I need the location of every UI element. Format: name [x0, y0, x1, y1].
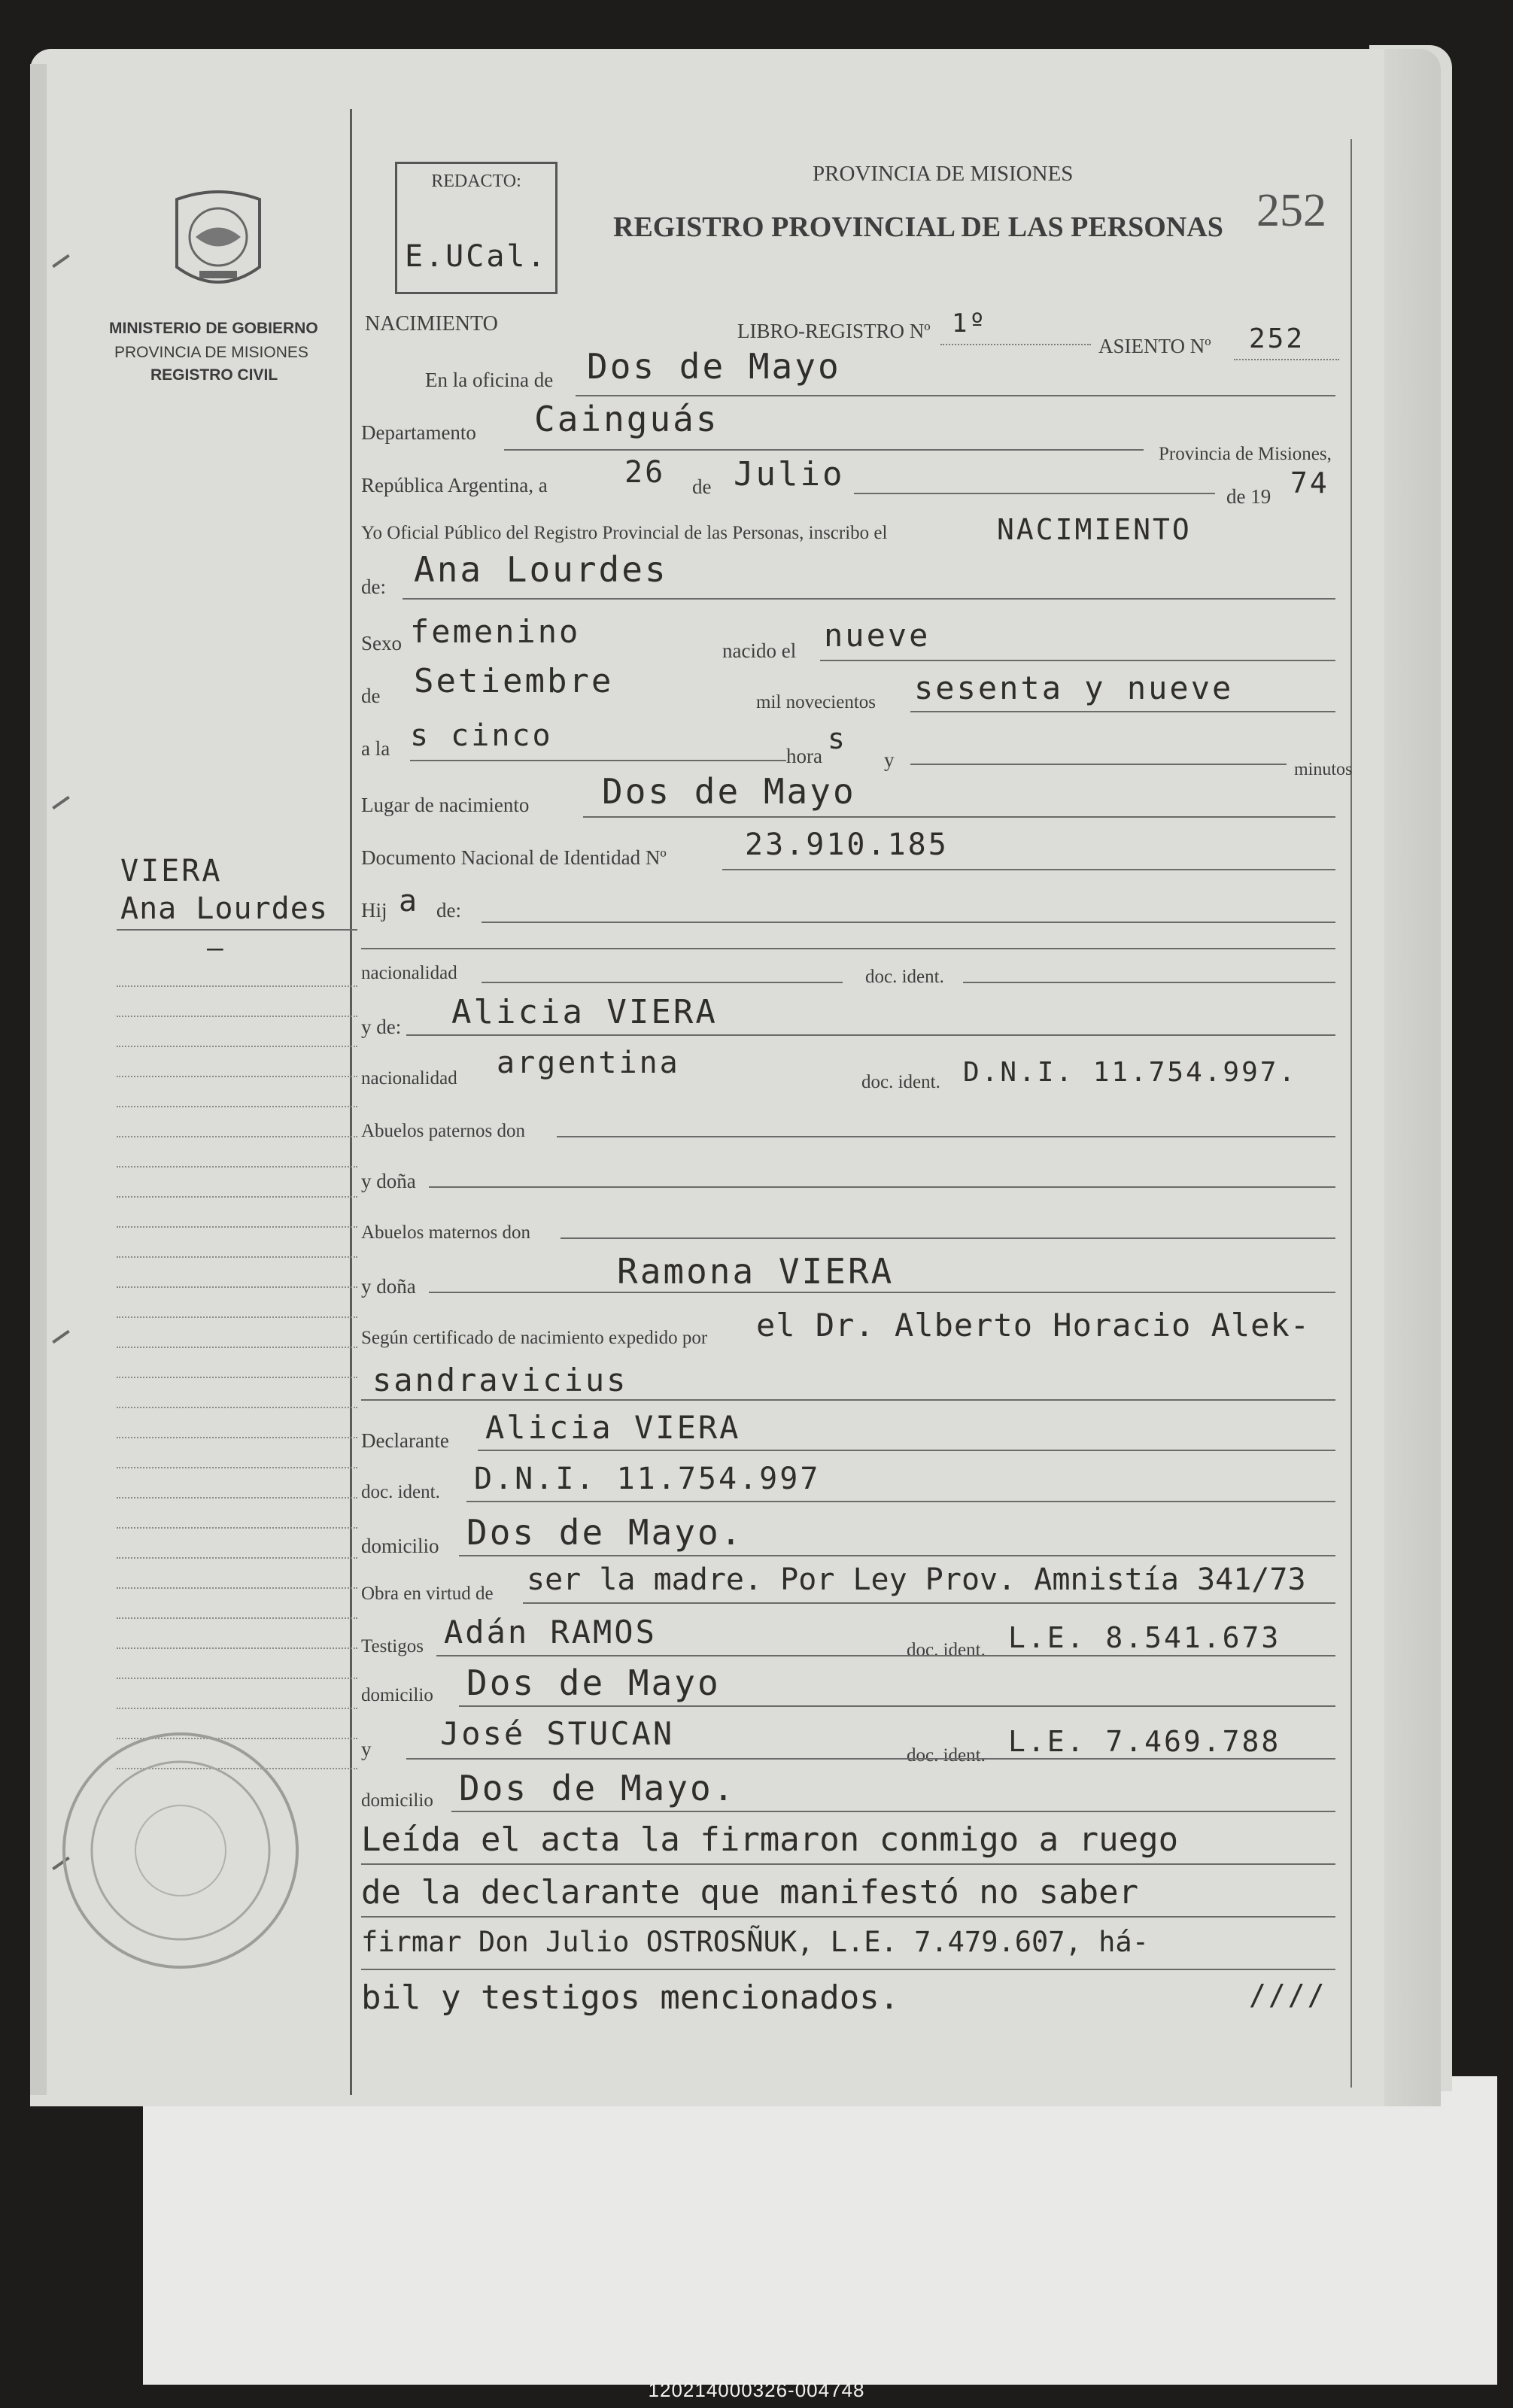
- fill-line: [482, 922, 1335, 923]
- birth-month-value: Setiembre: [414, 662, 614, 700]
- obra-value: ser la madre. Por Ley Prov. Amnistía 341/73: [527, 1562, 1306, 1597]
- oficina-label: En la oficina de: [425, 369, 554, 391]
- fill-line: [459, 1705, 1335, 1707]
- y-label: y: [884, 749, 895, 771]
- ministry-line-2: PROVINCIA DE MISIONES: [114, 344, 308, 361]
- nacido-value: nueve: [824, 617, 931, 654]
- ydona-label: y doña: [361, 1170, 416, 1192]
- testigo2-doc-label: doc. ident.: [907, 1745, 986, 1766]
- margin-line: [117, 1046, 357, 1047]
- mil-value: sesenta y nueve: [914, 670, 1234, 706]
- hora-label: hora: [786, 745, 822, 767]
- fill-line: [482, 982, 843, 983]
- closing-line-3: firmar Don Julio OSTROSÑUK, L.E. 7.479.607, há-: [361, 1926, 1149, 1958]
- domicilio3-label: domicilio: [361, 1790, 433, 1811]
- fill-line: [583, 816, 1335, 818]
- fill-line: [963, 982, 1335, 983]
- decl-doc-value: D.N.I. 11.754.997: [474, 1462, 821, 1496]
- testigo1-value: Adán RAMOS: [444, 1614, 657, 1650]
- margin-line: [117, 1016, 357, 1017]
- testigo1-doc-value: L.E. 8.541.673: [1008, 1621, 1281, 1654]
- domicilio2-value: Dos de Mayo: [466, 1663, 721, 1703]
- fill-line: [403, 598, 1335, 600]
- redacto-label: REDACTO:: [431, 172, 521, 191]
- doc-ident2-value: D.N.I. 11.754.997.: [963, 1057, 1298, 1088]
- mil-label: mil novecientos: [756, 692, 876, 712]
- nacionalidad2-label: nacionalidad: [361, 1068, 457, 1089]
- abuela-materna-value: Ramona VIERA: [617, 1251, 895, 1292]
- fill-line: [459, 1555, 1335, 1556]
- fill-line: [466, 1501, 1335, 1502]
- fill-line: [523, 1602, 1335, 1604]
- segun-value-2: sandravicius: [372, 1362, 628, 1398]
- closing-line-2: de la declarante que manifestó no saber: [361, 1873, 1139, 1912]
- margin-line: [117, 985, 357, 987]
- ydona2-label: y doña: [361, 1275, 416, 1298]
- margin-line: [117, 1527, 357, 1529]
- fill-line: [557, 1136, 1335, 1137]
- margin-line: [117, 1497, 357, 1499]
- fill-line: [722, 869, 1335, 870]
- fill-line: [1234, 359, 1339, 360]
- segun-label: Según certificado de nacimiento expedido por: [361, 1328, 708, 1348]
- abuelos-maternos-label: Abuelos maternos don: [361, 1222, 530, 1243]
- de2-label: de: [361, 685, 381, 707]
- fill-line: [361, 1863, 1335, 1865]
- testigo2-doc-value: L.E. 7.469.788: [1008, 1725, 1281, 1758]
- hij-label: Hij: [361, 899, 387, 922]
- margin-line: [117, 1286, 357, 1288]
- binding-spine: [30, 64, 47, 2095]
- margin-line: [117, 1647, 357, 1649]
- nacionalidad-label: nacionalidad: [361, 963, 457, 983]
- asiento-value: 252: [1249, 323, 1305, 354]
- fill-line: [820, 660, 1335, 661]
- year-prefix: de 19: [1226, 485, 1271, 508]
- sexo-value: femenino: [410, 613, 581, 650]
- de-label: de: [692, 475, 712, 498]
- margin-dash: —: [207, 933, 226, 964]
- image-id: 120214000326-004748: [648, 2379, 865, 2401]
- margin-line: [117, 1106, 357, 1107]
- margin-line: [117, 1226, 357, 1228]
- fill-line: [576, 395, 1335, 396]
- closing-line-4: bil y testigos mencionados.: [361, 1978, 900, 2017]
- fill-line: [406, 1758, 1335, 1760]
- margin-line: [117, 1256, 357, 1258]
- declarante-label: Declarante: [361, 1429, 449, 1452]
- ministry-line-3: REGISTRO CIVIL: [150, 366, 278, 384]
- minutos-label: minutos: [1294, 760, 1353, 779]
- page-edge-shade: [1384, 49, 1441, 2106]
- fill-line: [561, 1237, 1335, 1239]
- fill-line: [429, 1186, 1335, 1188]
- fill-line: [361, 1969, 1335, 1970]
- margin-line: [117, 1166, 357, 1168]
- hora-value: s: [828, 722, 847, 755]
- margin-line: [117, 1557, 357, 1559]
- margin-line: [117, 1347, 357, 1348]
- month-value: Julio: [734, 455, 845, 493]
- dni-value: 23.910.185: [745, 827, 949, 862]
- closing-end: ////: [1249, 1978, 1327, 2012]
- margin-line: [117, 1407, 357, 1408]
- margin-line: [117, 1437, 357, 1438]
- closing-line-1: Leída el acta la firmaron conmigo a ruego: [361, 1820, 1179, 1859]
- margin-given-names: Ana Lourdes: [120, 891, 328, 926]
- province-heading: PROVINCIA DE MISIONES: [813, 162, 1074, 186]
- ala-label: a la: [361, 737, 390, 760]
- day-value: 26: [624, 455, 666, 490]
- sexo-label: Sexo: [361, 632, 402, 654]
- redacto-signature: E.UCal.: [405, 239, 548, 274]
- fill-line: [854, 493, 1215, 494]
- doc-ident2-label: doc. ident.: [861, 1072, 940, 1092]
- fill-line: [478, 1450, 1335, 1451]
- stitch: [52, 1330, 70, 1344]
- hij-value: a: [399, 884, 420, 919]
- fill-line: [361, 1916, 1335, 1918]
- margin-line: [117, 1587, 357, 1589]
- republica-label: República Argentina, a: [361, 474, 548, 496]
- lugar-label: Lugar de nacimiento: [361, 794, 530, 816]
- margin-line: [117, 1678, 357, 1679]
- margin-line: [117, 1617, 357, 1619]
- stitch: [52, 254, 70, 268]
- fill-line: [910, 764, 1287, 765]
- domicilio2-label: domicilio: [361, 1685, 433, 1705]
- registry-title: REGISTRO PROVINCIAL DE LAS PERSONAS: [613, 211, 1223, 243]
- fill-line: [406, 1034, 1335, 1036]
- stitch: [52, 796, 70, 809]
- yde-label: y de:: [361, 1016, 402, 1038]
- obra-label: Obra en virtud de: [361, 1584, 494, 1604]
- segun-value: el Dr. Alberto Horacio Alek-: [756, 1307, 1311, 1344]
- oficina-value: Dos de Mayo: [587, 346, 841, 387]
- domicilio-label: domicilio: [361, 1535, 439, 1557]
- fill-line: [504, 449, 1144, 451]
- margin-surname: VIERA: [120, 854, 223, 888]
- margin-line: [117, 1076, 357, 1077]
- testigo1-doc-label: doc. ident.: [907, 1640, 986, 1660]
- fill-line: [436, 1655, 1335, 1656]
- margin-line: [117, 1377, 357, 1378]
- fill-line: [361, 948, 1335, 949]
- registry-stamp-icon: [53, 1723, 308, 1978]
- domicilio3-value: Dos de Mayo.: [459, 1768, 737, 1808]
- y2-label: y: [361, 1738, 372, 1760]
- testigos-label: Testigos: [361, 1636, 424, 1656]
- decl-doc-label: doc. ident.: [361, 1482, 440, 1502]
- page-number: 252: [1256, 185, 1326, 236]
- register-page: [30, 49, 1441, 2106]
- nacido-label: nacido el: [722, 639, 797, 662]
- year-value: 74: [1290, 466, 1329, 500]
- margin-line: [117, 1136, 357, 1137]
- declarante-value: Alicia VIERA: [485, 1409, 741, 1446]
- abuelos-paternos-label: Abuelos paternos don: [361, 1121, 526, 1141]
- madre-value: Alicia VIERA: [451, 993, 718, 1031]
- redacto-box: [395, 162, 558, 294]
- ala-value: s cinco: [410, 718, 553, 753]
- libro-value: 1º: [952, 308, 987, 339]
- fill-line: [410, 760, 786, 761]
- fill-line: [451, 1811, 1335, 1812]
- margin-line: [117, 1467, 357, 1468]
- fill-line: [361, 1399, 1335, 1401]
- section-label: NACIMIENTO: [365, 312, 498, 336]
- inscribo-value: NACIMIENTO: [997, 513, 1192, 546]
- margin-line: [117, 929, 357, 931]
- margin-line: [117, 1196, 357, 1198]
- hij-de-label: de:: [436, 899, 461, 922]
- departamento-label: Departamento: [361, 421, 476, 444]
- departamento-value: Cainguás: [534, 399, 719, 439]
- name-value: Ana Lourdes: [414, 549, 668, 590]
- doc-ident-label: doc. ident.: [865, 967, 944, 987]
- ministry-line-1: MINISTERIO DE GOBIERNO: [109, 320, 318, 337]
- dni-label: Documento Nacional de Identidad Nº: [361, 846, 667, 869]
- fill-line: [910, 711, 1335, 712]
- de-colon-label: de:: [361, 575, 386, 598]
- libro-label: LIBRO-REGISTRO Nº: [737, 320, 931, 342]
- domicilio-value: Dos de Mayo.: [466, 1512, 744, 1553]
- fill-line: [429, 1292, 1335, 1293]
- underlying-page: [143, 2076, 1497, 2385]
- lugar-value: Dos de Mayo: [602, 771, 856, 812]
- asiento-label: ASIENTO Nº: [1098, 335, 1211, 357]
- testigo2-value: José STUCAN: [440, 1715, 675, 1752]
- right-margin-rule: [1350, 139, 1352, 2088]
- nacionalidad2-value: argentina: [497, 1046, 680, 1080]
- fill-line: [940, 344, 1091, 345]
- oficial-text: Yo Oficial Público del Registro Provincial de las Personas, inscribo el: [361, 523, 888, 543]
- provincia-label: Provincia de Misiones,: [1159, 444, 1332, 464]
- margin-line: [117, 1708, 357, 1709]
- registry-seal-icon: [169, 184, 267, 297]
- margin-line: [117, 1316, 357, 1318]
- left-margin-rule: [350, 109, 352, 2095]
